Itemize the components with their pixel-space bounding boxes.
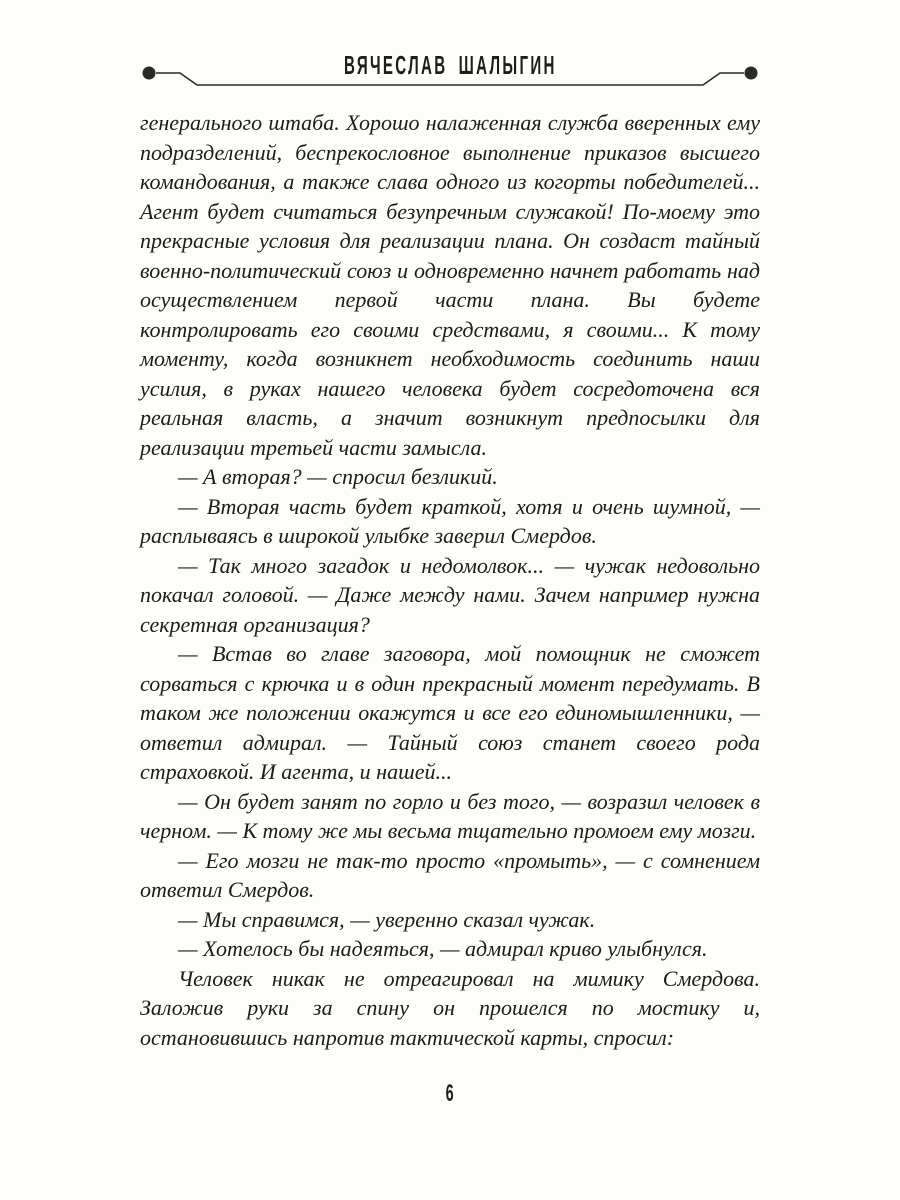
paragraph: — Так много загадок и недомолвок... — чужак недовольно покачал головой. — Даже между нами. Зачем например нужна секретная организация?	[140, 552, 760, 637]
page-number: 6	[445, 1080, 454, 1107]
paragraph: — А вторая? — спросил безликий.	[178, 464, 498, 489]
paragraph: Человек никак не отреагировал на мимику Смердова. Заложив руки за спину он прошелся по мостику и, остановившись напротив тактической карты, спросил:	[140, 965, 760, 1050]
page-text-block	[140, 108, 760, 1052]
paragraph: — Он будет занят по горло и без того, — возразил человек в черном. — К тому же мы весьма тщательно промоем ему мозги.	[140, 788, 760, 843]
page-header	[0, 0, 900, 100]
paragraph: — Хотелось бы надеяться, — адмирал криво улыбнулся.	[178, 936, 708, 961]
paragraph: — Вторая часть будет краткой, хотя и очень шумной, — расплываясь в широкой улыбке заверил Смердов.	[140, 493, 760, 548]
paragraph: генерального штаба. Хорошо налаженная служба вверенных ему подразделений, беспрекословное выполнение приказов высшего командования, а также слава одного из когорты победителей... Агент будет считаться безупречным служакой! По-моему это прекрасные условия для реализации плана. Он создаст тайный военно-политический союз и одновременно начнет работать над осуществлением первой части плана. Вы будете контролировать его своими средствами, я своими... К тому моменту, когда возникнет необходимость соединить наши усилия, в руках нашего человека будет сосредоточена вся реальная власть, а значит возникнут предпосылки для реализации третьей части замысла.	[140, 110, 760, 460]
author-running-title	[140, 52, 760, 79]
page-footer	[140, 1082, 760, 1106]
paragraph: — Мы справимся, — уверенно сказал чужак.	[178, 906, 596, 932]
author-name-text: ВЯЧЕСЛАВ ШАЛЫГИН	[343, 50, 557, 80]
paragraph: — Встав во главе заговора, мой помощник не сможет сорваться с крючка и в один прекрасный момент передумать. В таком же положении окажутся и все его единомышленники, — ответил адмирал. — Тайный союз станет своего рода страховкой. И агента, и нашей...	[140, 641, 760, 784]
paragraph: — Его мозги не так-то просто «промыть», — с сомнением ответил Смердов.	[140, 847, 760, 902]
